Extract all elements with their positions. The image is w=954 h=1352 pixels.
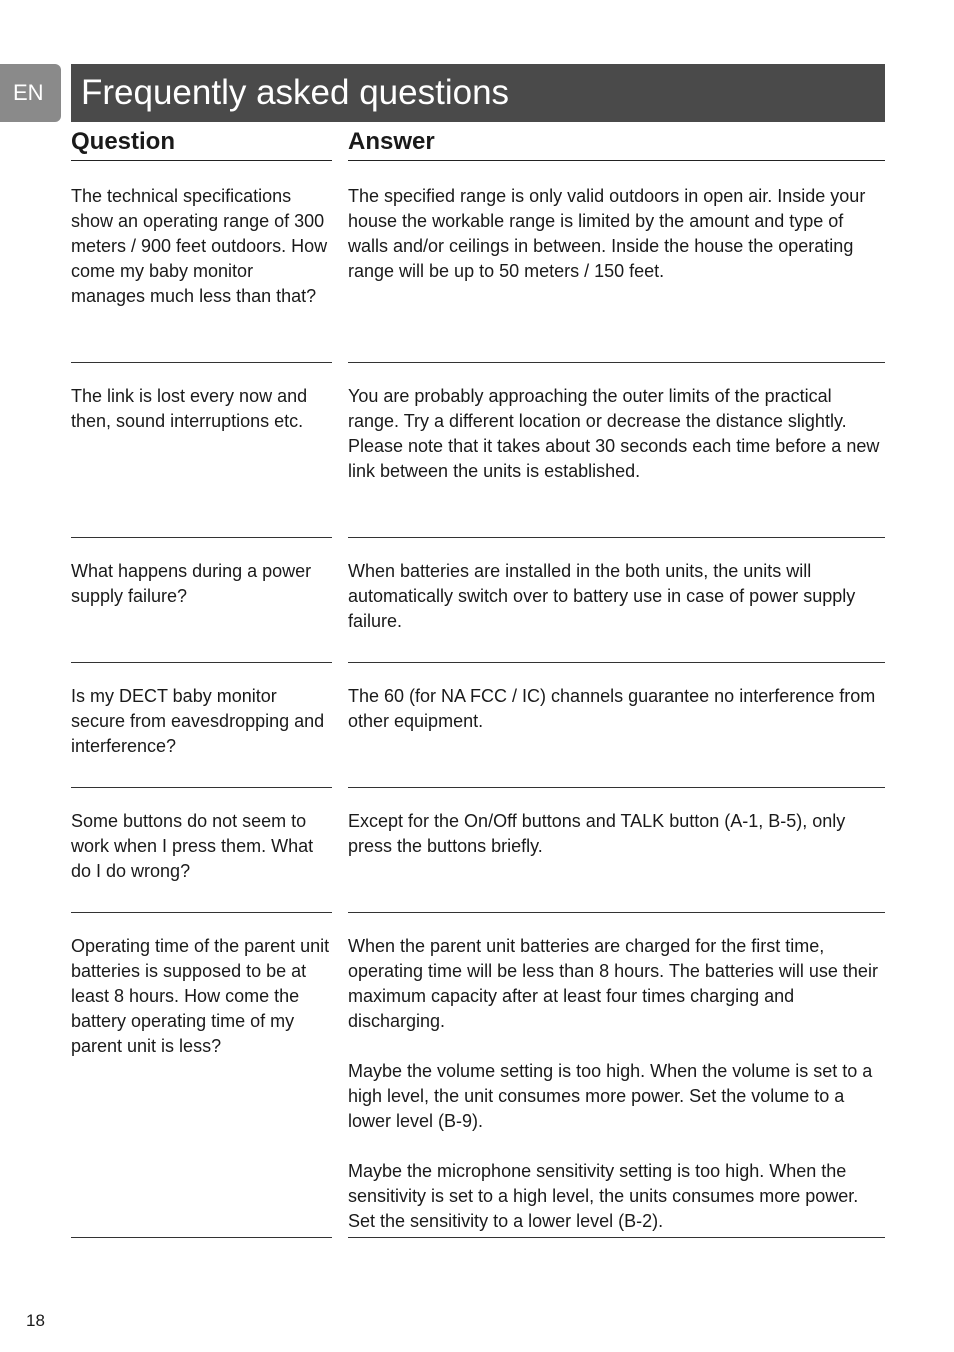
faq-answer — [348, 684, 885, 788]
question-column-header: Question — [71, 128, 332, 161]
page-number: 18 — [26, 1311, 45, 1330]
faq-answer — [348, 384, 885, 538]
faq-answer-paragraph: The 60 (for NA FCC / IC) channels guarantee no interference from other equipment. — [348, 686, 876, 731]
faq-answer-paragraph: Maybe the volume setting is too high. When the volume is set to a high level, the unit consumes more power. Set the volume to a lower level (B-9). — [348, 1061, 873, 1131]
faq-question: What happens during a power supply failure? — [71, 559, 332, 663]
faq-answer — [348, 559, 885, 663]
faq-question: Some buttons do not seem to work when I press them. What do I do wrong? — [71, 809, 332, 913]
answer-column-header: Answer — [348, 128, 885, 161]
faq-answer-paragraph: You are probably approaching the outer limits of the practical range. Try a different location or decrease the distance slightly. Please note that it takes about 30 seconds each time before a new link between the units is established. — [348, 386, 880, 481]
faq-answer-paragraph: The specified range is only valid outdoors in open air. Inside your house the workable range is limited by the amount and type of walls and/or ceilings in between. Inside the house the operating range will be up to 50 meters / 150 feet. — [348, 186, 866, 281]
faq-question: The technical specifications show an operating range of 300 meters / 900 feet outdoors. How come my baby monitor manages much less than that? — [71, 184, 332, 363]
faq-answer-paragraph: Maybe the microphone sensitivity setting is too high. When the sensitivity is set to a high level, the units consumes more power. Set the sensitivity to a lower level (B-2). — [348, 1161, 859, 1231]
language-tab: EN — [0, 64, 61, 122]
faq-answer — [348, 934, 885, 1238]
page-title: Frequently asked questions — [71, 64, 885, 122]
faq-answer-paragraph: Except for the On/Off buttons and TALK button (A-1, B-5), only press the buttons briefly. — [348, 811, 846, 856]
faq-answer-paragraph: When the parent unit batteries are charged for the first time, operating time will be less than 8 hours. The batteries will use their maximum capacity after at least four times charging and discharging. — [348, 936, 878, 1031]
faq-question: Is my DECT baby monitor secure from eavesdropping and interference? — [71, 684, 332, 788]
faq-question: Operating time of the parent unit batteries is supposed to be at least 8 hours. How come the battery operating time of my parent unit is less? — [71, 934, 332, 1238]
faq-answer — [348, 184, 885, 363]
faq-answer-paragraph: When batteries are installed in the both units, the units will automatically switch over to battery use in case of power supply failure. — [348, 561, 856, 631]
faq-question: The link is lost every now and then, sound interruptions etc. — [71, 384, 332, 538]
faq-answer — [348, 809, 885, 913]
